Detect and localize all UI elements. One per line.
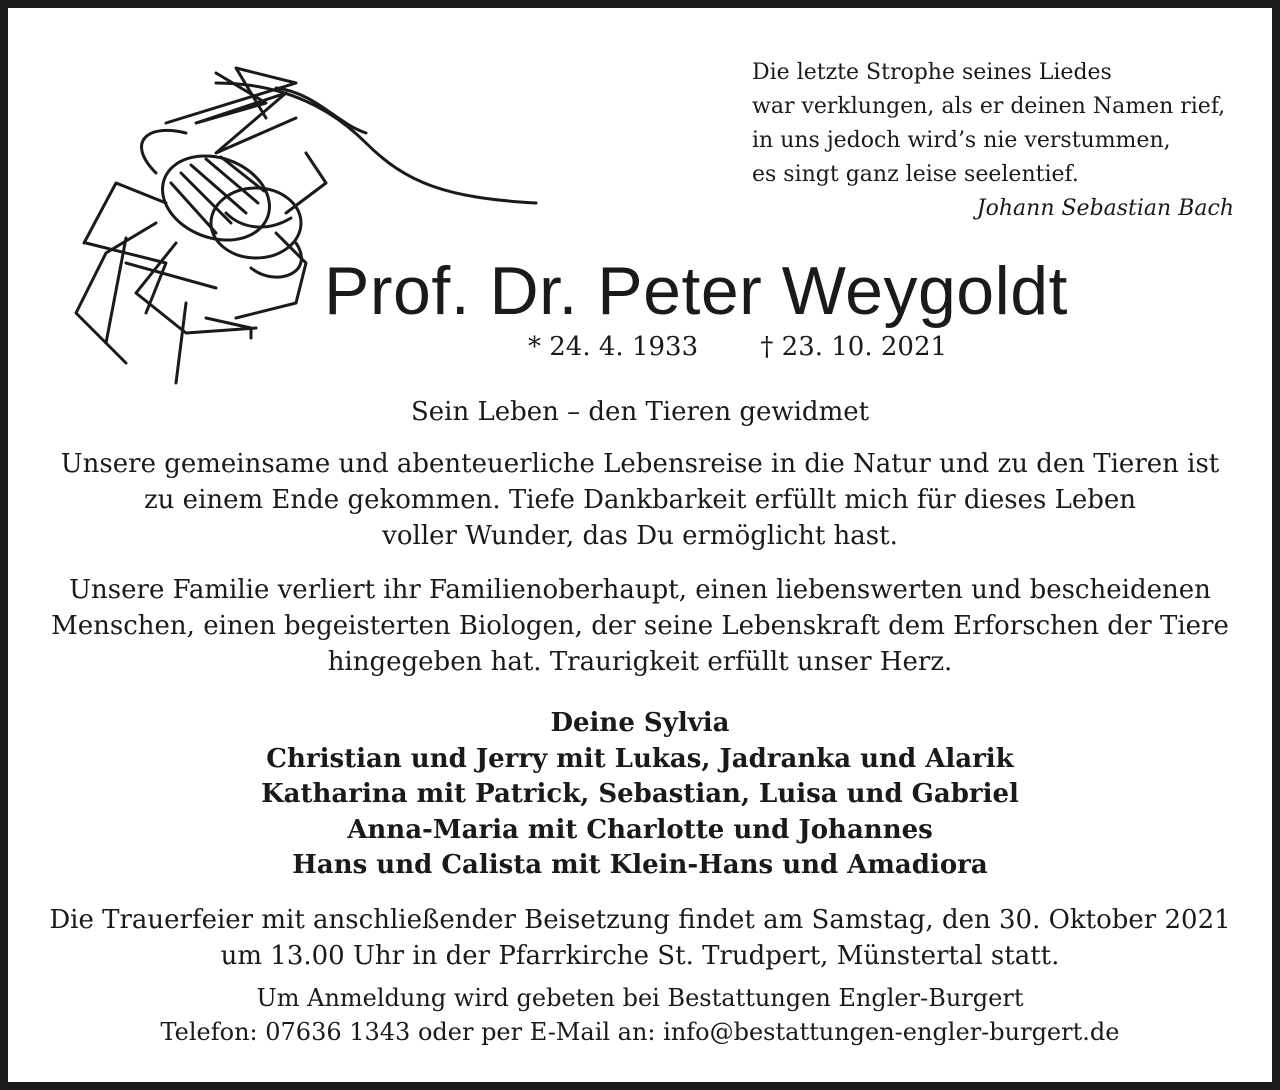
paragraph-line: zu einem Ende gekommen. Tiefe Dankbarkeit erfüllt mich für dieses Leben [143,485,1137,515]
mourner-line: Katharina mit Patrick, Sebastian, Luisa und Gabriel [261,779,1019,809]
service-line: um 13.00 Uhr in der Pfarrkirche St. Trudpert, Münstertal statt. [220,941,1060,971]
tribute-paragraph [8,446,1272,554]
mourner-line: Anna-Maria mit Charlotte und Johannes [347,814,933,845]
quote-line: war verklungen, als er deinen Namen rief, [752,94,1226,119]
family-paragraph [8,572,1272,680]
funeral-service-info [8,902,1272,974]
paragraph-line: Menschen, einen begeisterten Biologen, der seine Lebenskraft dem Erforschen der Tiere [51,611,1229,641]
birth-date: * 24. 4. 1933 [528,332,699,362]
paragraph-line: Unsere gemeinsame und abenteuerliche Lebensreise in die Natur und zu den Tieren ist [60,449,1220,479]
paragraph-line: voller Wunder, das Du ermöglicht hast. [382,521,898,551]
quote-line: es singt ganz leise seelentief. [752,162,1079,187]
service-line: Die Trauerfeier mit anschließender Beisetzung findet am Samstag, den 30. Oktober 2021 [49,905,1231,935]
quote-line: Die letzte Strophe seines Liedes [752,60,1112,85]
bach-quote [752,56,1242,226]
death-date: † 23. 10. 2021 [760,332,948,362]
motto: Sein Leben – den Tieren gewidmet [410,397,870,427]
quote-author: Johann Sebastian Bach [976,196,1234,221]
mourner-line: Christian und Jerry mit Lukas, Jadranka und Alarik [266,743,1014,774]
quote-line: in uns jedoch wird’s nie verstummen, [752,128,1171,153]
contact-info [8,981,1272,1049]
contact-line: Telefon: 07636 1343 oder per E-Mail an: info@bestattungen-engler-burgert.de [160,1018,1120,1046]
contact-line: Um Anmeldung wird gebeten bei Bestattungen Engler-Burgert [256,984,1024,1012]
paragraph-line: Unsere Familie verliert ihr Familienoberhaupt, einen liebenswerten und bescheidenen [69,575,1211,605]
deceased-name: Prof. Dr. Peter Weygoldt [324,253,1068,329]
mourner-line: Deine Sylvia [550,708,730,738]
mourners-list [8,706,1272,884]
paragraph-line: hingegeben hat. Traurigkeit erfüllt unser Herz. [327,647,953,677]
mourner-line: Hans und Calista mit Klein-Hans und Amadiora [292,850,988,880]
insect-sketch-icon [66,63,546,393]
life-dates [528,332,947,362]
